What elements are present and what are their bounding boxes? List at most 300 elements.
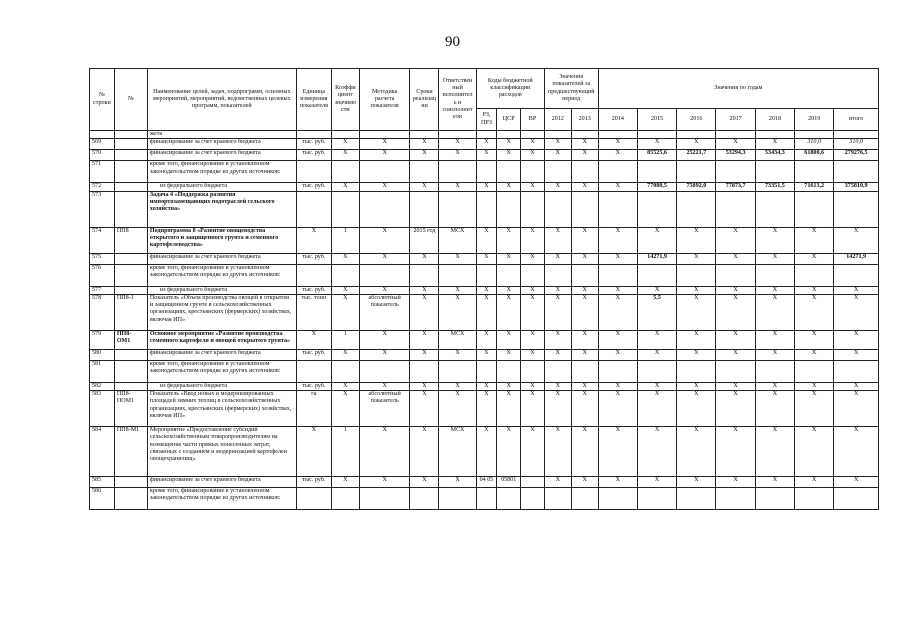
cell-y2017: X xyxy=(716,477,755,488)
cell-y2019 xyxy=(795,360,834,382)
cell-y2013: X xyxy=(571,253,598,264)
cell-resp: МСХ xyxy=(439,427,476,477)
cell-csr xyxy=(497,161,521,183)
cell-coef xyxy=(331,264,359,286)
cell-y2015: X xyxy=(637,139,676,150)
cell-code xyxy=(114,139,147,150)
cell-rz: X xyxy=(476,391,497,427)
col-terms: Сроки реализации xyxy=(410,69,439,131)
cell-vr xyxy=(521,161,545,183)
cell-y2015: X xyxy=(637,391,676,427)
cell-y2017 xyxy=(716,161,755,183)
cell-n: 576 xyxy=(90,264,115,286)
cell-y2019: X xyxy=(795,391,834,427)
cell-y2015: 77080,5 xyxy=(637,183,676,191)
cell-name: жета xyxy=(147,131,296,139)
cell-resp xyxy=(439,488,476,510)
subheader-cell: 2013 xyxy=(571,109,598,131)
cell-y2019: X xyxy=(795,286,834,294)
cell-method xyxy=(359,360,410,382)
cell-y2015: X xyxy=(637,330,676,349)
cell-y2017: X xyxy=(716,294,755,330)
cell-name: из федерального бюджета xyxy=(147,286,296,294)
cell-coef: X xyxy=(331,382,359,390)
cell-name: Показатель «Ввод новых и модернизированных площадей зимних теплиц в сельскохозяйственных организациях, крестьянских (фермерских) хозяйствах, включая ИП» xyxy=(147,391,296,427)
subheader-cell: 2016 xyxy=(677,109,716,131)
cell-y2012: X xyxy=(544,382,571,390)
cell-resp: X xyxy=(439,382,476,390)
cell-y2019 xyxy=(795,488,834,510)
cell-y2015 xyxy=(637,161,676,183)
table-row xyxy=(90,227,879,253)
cell-y2014 xyxy=(598,161,637,183)
cell-coef: X xyxy=(331,391,359,427)
col-method: Методика расчета показателя xyxy=(359,69,410,131)
cell-y2014: X xyxy=(598,286,637,294)
cell-y2019: 71613,2 xyxy=(795,183,834,191)
cell-csr xyxy=(497,488,521,510)
cell-csr xyxy=(497,191,521,227)
cell-coef: X xyxy=(331,139,359,150)
cell-unit xyxy=(296,131,331,139)
cell-terms: X xyxy=(410,427,439,477)
cell-y2019: X xyxy=(795,349,834,360)
cell-rz xyxy=(476,488,497,510)
cell-csr: X xyxy=(497,349,521,360)
cell-terms: X xyxy=(410,477,439,488)
cell-y2017 xyxy=(716,264,755,286)
cell-resp xyxy=(439,264,476,286)
cell-unit: тыс. руб. xyxy=(296,253,331,264)
table-body xyxy=(90,131,879,510)
cell-y2015: 5,5 xyxy=(637,294,676,330)
cell-total: X xyxy=(834,286,879,294)
cell-n: 584 xyxy=(90,427,115,477)
cell-n: 586 xyxy=(90,488,115,510)
cell-vr xyxy=(521,264,545,286)
cell-y2019: X xyxy=(795,477,834,488)
cell-y2014: X xyxy=(598,150,637,161)
cell-code: ПП8-ОМ1 xyxy=(114,330,147,349)
cell-y2015: X xyxy=(637,349,676,360)
cell-y2018: X xyxy=(755,382,794,390)
cell-terms: 2015 год xyxy=(410,227,439,253)
cell-n: 585 xyxy=(90,477,115,488)
cell-vr: X xyxy=(521,253,545,264)
cell-unit xyxy=(296,360,331,382)
cell-y2013 xyxy=(571,264,598,286)
cell-y2012 xyxy=(544,360,571,382)
cell-name: финансирование за счет краевого бюджета xyxy=(147,477,296,488)
cell-vr: X xyxy=(521,349,545,360)
cell-rz xyxy=(476,131,497,139)
col-prev-values: Значения показателей за предшествующий период xyxy=(544,69,598,109)
cell-name: Мероприятие «Предоставление субсидий сельскохозяйственным товаропроизводителям на возмещение части прямых понесенных затрат, связанных с созданием и модернизацией картофелеи овощехранилищ» xyxy=(147,427,296,477)
cell-code xyxy=(114,286,147,294)
cell-n: 572 xyxy=(90,183,115,191)
cell-terms: X xyxy=(410,382,439,390)
cell-total: X xyxy=(834,349,879,360)
cell-total: 310,0 xyxy=(834,139,879,150)
cell-y2016: X xyxy=(677,391,716,427)
cell-terms xyxy=(410,131,439,139)
cell-y2018: X xyxy=(755,286,794,294)
cell-y2013 xyxy=(571,161,598,183)
cell-resp xyxy=(439,131,476,139)
cell-rz: X xyxy=(476,150,497,161)
cell-method: X xyxy=(359,183,410,191)
cell-y2018: 73351,5 xyxy=(755,183,794,191)
cell-vr: X xyxy=(521,330,545,349)
cell-coef xyxy=(331,488,359,510)
cell-vr xyxy=(521,477,545,488)
cell-terms: X xyxy=(410,253,439,264)
table-row xyxy=(90,253,879,264)
cell-resp: X xyxy=(439,253,476,264)
cell-rz: X xyxy=(476,427,497,477)
cell-resp: X xyxy=(439,150,476,161)
cell-y2018: 53434,3 xyxy=(755,150,794,161)
program-table-wrapper xyxy=(89,68,879,634)
cell-resp xyxy=(439,191,476,227)
cell-y2017: X xyxy=(716,227,755,253)
cell-vr: X xyxy=(521,183,545,191)
cell-y2016: X xyxy=(677,139,716,150)
page-number: 90 xyxy=(445,34,460,50)
table-row xyxy=(90,382,879,390)
cell-rz xyxy=(476,264,497,286)
cell-terms: X xyxy=(410,330,439,349)
cell-n: 580 xyxy=(90,349,115,360)
cell-code: ПП8-М1 xyxy=(114,427,147,477)
cell-y2015: X xyxy=(637,227,676,253)
cell-vr: X xyxy=(521,227,545,253)
cell-code xyxy=(114,360,147,382)
cell-terms xyxy=(410,264,439,286)
cell-terms: X xyxy=(410,349,439,360)
cell-y2015: X xyxy=(637,382,676,390)
cell-y2018: X xyxy=(755,139,794,150)
cell-n: 579 xyxy=(90,330,115,349)
subheader-cell: ЦСР xyxy=(497,109,521,131)
cell-csr: X xyxy=(497,286,521,294)
subheader-cell: ВР xyxy=(521,109,545,131)
col-name: Наименование целей, задач, подпрограмм, основных мероприятий, мероприятий, ведомственных целевых программ, показателей xyxy=(147,69,296,131)
cell-name: кроме того, финансирование в установленном законодательством порядке из других источников: xyxy=(147,488,296,510)
cell-y2013: X xyxy=(571,183,598,191)
cell-rz: X xyxy=(476,183,497,191)
cell-name: кроме того, финансирование в установленном законодательством порядке из других источников: xyxy=(147,264,296,286)
cell-n: 581 xyxy=(90,360,115,382)
cell-csr: X xyxy=(497,294,521,330)
cell-y2016: 25221,7 xyxy=(677,150,716,161)
cell-csr xyxy=(497,264,521,286)
cell-unit: тыс. руб. xyxy=(296,382,331,390)
cell-resp: X xyxy=(439,294,476,330)
cell-terms xyxy=(410,161,439,183)
cell-code xyxy=(114,477,147,488)
cell-y2012 xyxy=(544,488,571,510)
cell-y2014 xyxy=(598,488,637,510)
cell-rz: X xyxy=(476,294,497,330)
cell-coef xyxy=(331,161,359,183)
col-by-years: Значения по годам xyxy=(598,69,878,109)
cell-y2018 xyxy=(755,360,794,382)
cell-code: ПП8 xyxy=(114,227,147,253)
cell-total: X xyxy=(834,294,879,330)
cell-name: Подпрограмма 8 «Развитие овощеводства открытого и защищенного грунта и семенного картофелеводства» xyxy=(147,227,296,253)
cell-coef xyxy=(331,131,359,139)
cell-resp: X xyxy=(439,139,476,150)
cell-y2016: X xyxy=(677,349,716,360)
cell-code xyxy=(114,382,147,390)
col-coefficient: Коэффициент значимости xyxy=(331,69,359,131)
cell-vr xyxy=(521,360,545,382)
cell-total: X xyxy=(834,330,879,349)
table-row xyxy=(90,349,879,360)
cell-y2015: 85525,6 xyxy=(637,150,676,161)
cell-rz: X xyxy=(476,349,497,360)
cell-y2017: 77873,7 xyxy=(716,183,755,191)
cell-y2017 xyxy=(716,360,755,382)
cell-terms: X xyxy=(410,294,439,330)
cell-y2019 xyxy=(795,191,834,227)
cell-y2016 xyxy=(677,161,716,183)
cell-code xyxy=(114,150,147,161)
table-row xyxy=(90,477,879,488)
cell-resp: X xyxy=(439,183,476,191)
cell-method: X xyxy=(359,139,410,150)
cell-y2014: X xyxy=(598,253,637,264)
cell-total: X xyxy=(834,227,879,253)
cell-vr: X xyxy=(521,391,545,427)
cell-n: 570 xyxy=(90,150,115,161)
cell-y2016: X xyxy=(677,477,716,488)
cell-method: X xyxy=(359,330,410,349)
cell-coef: X xyxy=(331,349,359,360)
cell-method xyxy=(359,264,410,286)
cell-y2012: X xyxy=(544,150,571,161)
cell-vr: X xyxy=(521,427,545,477)
cell-y2017: X xyxy=(716,349,755,360)
cell-unit: тыс. руб. xyxy=(296,183,331,191)
program-indicators-table xyxy=(89,68,879,510)
cell-resp: X xyxy=(439,349,476,360)
cell-method: абсолютный показатель xyxy=(359,391,410,427)
cell-y2013: X xyxy=(571,382,598,390)
cell-csr: X xyxy=(497,382,521,390)
cell-unit xyxy=(296,161,331,183)
cell-unit: тыс. руб. xyxy=(296,286,331,294)
cell-unit: тыс. тонн xyxy=(296,294,331,330)
cell-name: Задача 4 «Поддержка развития импортозамещающих подотраслей сельского хозяйства» xyxy=(147,191,296,227)
cell-unit: X xyxy=(296,227,331,253)
cell-y2016 xyxy=(677,264,716,286)
cell-y2016: X xyxy=(677,330,716,349)
subheader-cell: 2019 xyxy=(795,109,834,131)
cell-y2019: X xyxy=(795,427,834,477)
cell-y2012: X xyxy=(544,253,571,264)
cell-method: X xyxy=(359,227,410,253)
cell-n: 574 xyxy=(90,227,115,253)
cell-coef: 1 xyxy=(331,330,359,349)
subheader-cell: 2018 xyxy=(755,109,794,131)
cell-n xyxy=(90,131,115,139)
cell-y2012: X xyxy=(544,294,571,330)
cell-y2016 xyxy=(677,191,716,227)
subheader-cell: 2012 xyxy=(544,109,571,131)
cell-resp: МСХ xyxy=(439,227,476,253)
cell-y2013: X xyxy=(571,391,598,427)
cell-y2013 xyxy=(571,360,598,382)
cell-unit xyxy=(296,488,331,510)
cell-csr xyxy=(497,131,521,139)
cell-y2017: X xyxy=(716,391,755,427)
cell-y2014 xyxy=(598,264,637,286)
cell-vr: X xyxy=(521,286,545,294)
cell-vr xyxy=(521,488,545,510)
table-row xyxy=(90,131,879,139)
cell-resp: X xyxy=(439,286,476,294)
cell-y2015 xyxy=(637,360,676,382)
cell-y2019 xyxy=(795,264,834,286)
subheader-cell: РЗ, ПРЗ xyxy=(476,109,497,131)
table-row xyxy=(90,183,879,191)
cell-terms: X xyxy=(410,286,439,294)
cell-name: финансирование за счет краевого бюджета xyxy=(147,150,296,161)
cell-coef: X xyxy=(331,150,359,161)
cell-y2014: X xyxy=(598,427,637,477)
cell-y2014 xyxy=(598,191,637,227)
cell-total xyxy=(834,264,879,286)
cell-csr: X xyxy=(497,330,521,349)
cell-resp: X xyxy=(439,477,476,488)
cell-method: X xyxy=(359,150,410,161)
cell-resp: МСХ xyxy=(439,330,476,349)
cell-unit: га xyxy=(296,391,331,427)
cell-y2012 xyxy=(544,161,571,183)
cell-y2013: X xyxy=(571,477,598,488)
cell-csr: X xyxy=(497,183,521,191)
cell-y2013: X xyxy=(571,227,598,253)
cell-total: X xyxy=(834,382,879,390)
cell-y2019: X xyxy=(795,227,834,253)
cell-n: 571 xyxy=(90,161,115,183)
cell-y2014: X xyxy=(598,477,637,488)
cell-y2019 xyxy=(795,131,834,139)
cell-n: 582 xyxy=(90,382,115,390)
cell-y2015: X xyxy=(637,477,676,488)
cell-method: абсолютный показатель xyxy=(359,294,410,330)
cell-name: кроме того, финансирование в установленном законодательством порядке из других источников: xyxy=(147,360,296,382)
cell-terms: X xyxy=(410,139,439,150)
cell-coef: X xyxy=(331,253,359,264)
cell-resp: X xyxy=(439,391,476,427)
cell-unit: X xyxy=(296,427,331,477)
cell-n: 578 xyxy=(90,294,115,330)
cell-total xyxy=(834,191,879,227)
cell-coef xyxy=(331,360,359,382)
cell-name: финансирование за счет краевого бюджета xyxy=(147,139,296,150)
cell-n: 577 xyxy=(90,286,115,294)
col-unit: Единица измерения показателя xyxy=(296,69,331,131)
cell-name: финансирование за счет краевого бюджета xyxy=(147,253,296,264)
cell-y2018: X xyxy=(755,330,794,349)
cell-total xyxy=(834,161,879,183)
cell-y2013: X xyxy=(571,330,598,349)
cell-coef: 1 xyxy=(331,427,359,477)
cell-y2017: X xyxy=(716,330,755,349)
subheader-cell: итого xyxy=(834,109,879,131)
cell-csr: X xyxy=(497,253,521,264)
cell-csr: X xyxy=(497,227,521,253)
cell-y2019: X xyxy=(795,382,834,390)
cell-total: X xyxy=(834,477,879,488)
cell-y2018 xyxy=(755,131,794,139)
table-row xyxy=(90,391,879,427)
cell-code xyxy=(114,191,147,227)
cell-y2014: X xyxy=(598,183,637,191)
cell-y2017: 53294,3 xyxy=(716,150,755,161)
cell-y2014: X xyxy=(598,139,637,150)
cell-total xyxy=(834,131,879,139)
cell-y2019 xyxy=(795,161,834,183)
cell-coef: X xyxy=(331,477,359,488)
cell-unit: тыс. руб. xyxy=(296,477,331,488)
cell-unit: X xyxy=(296,330,331,349)
cell-unit: тыс. руб. xyxy=(296,139,331,150)
cell-name: из федерального бюджета xyxy=(147,183,296,191)
cell-y2016: 75892,0 xyxy=(677,183,716,191)
cell-terms xyxy=(410,488,439,510)
cell-method: X xyxy=(359,477,410,488)
cell-y2012: X xyxy=(544,477,571,488)
cell-total: X xyxy=(834,427,879,477)
cell-y2018 xyxy=(755,264,794,286)
cell-y2014: X xyxy=(598,349,637,360)
cell-y2013: X xyxy=(571,286,598,294)
cell-csr: 05801 xyxy=(497,477,521,488)
cell-y2012: X xyxy=(544,286,571,294)
cell-y2015: 14271,9 xyxy=(637,253,676,264)
cell-code xyxy=(114,131,147,139)
cell-y2013 xyxy=(571,191,598,227)
cell-vr: X xyxy=(521,139,545,150)
cell-method xyxy=(359,131,410,139)
cell-y2015: X xyxy=(637,286,676,294)
cell-y2012 xyxy=(544,131,571,139)
cell-y2018 xyxy=(755,161,794,183)
cell-coef xyxy=(331,191,359,227)
cell-coef: X xyxy=(331,183,359,191)
col-budget-codes: Коды бюджетной классификации расходов xyxy=(476,69,544,109)
cell-method: X xyxy=(359,427,410,477)
cell-y2016 xyxy=(677,131,716,139)
cell-rz: X xyxy=(476,330,497,349)
subheader-cell: 2014 xyxy=(598,109,637,131)
cell-y2018: X xyxy=(755,294,794,330)
cell-vr: X xyxy=(521,294,545,330)
cell-y2015 xyxy=(637,488,676,510)
cell-y2012: X xyxy=(544,349,571,360)
cell-y2017 xyxy=(716,488,755,510)
cell-csr: X xyxy=(497,427,521,477)
table-row xyxy=(90,360,879,382)
cell-y2016: X xyxy=(677,294,716,330)
cell-code xyxy=(114,349,147,360)
cell-code: ПП8-1 xyxy=(114,294,147,330)
cell-y2015 xyxy=(637,131,676,139)
